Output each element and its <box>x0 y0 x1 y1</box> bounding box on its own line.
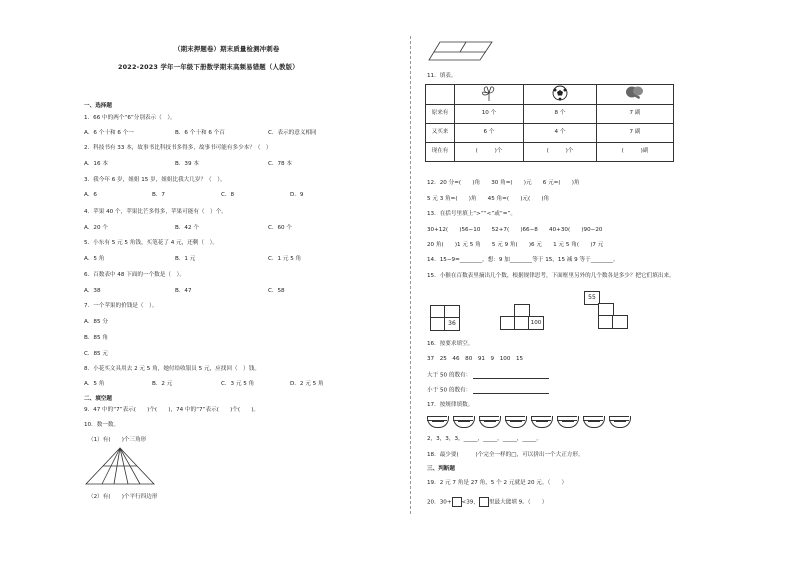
table-head-paddle <box>597 85 674 105</box>
q8: 8．小花买文具用去 2 元 5 角，她付给收银员 5 元，应找回（ ）钱。 <box>84 366 260 372</box>
table-row-label: 原来有 <box>426 104 455 123</box>
q17: 17．按规律填数。 <box>427 402 474 408</box>
q2-option-b: B．39 本 <box>175 161 199 167</box>
q3-option-c: C．8 <box>221 192 235 198</box>
table-cell: 10 个 <box>455 104 524 123</box>
q10: 10．数一数。 <box>84 422 120 428</box>
q2-option-c: C．78 本 <box>268 161 292 167</box>
q5: 5．小东有 5 元 5 角钱，买笔花了 4 元，还剩（ ）。 <box>84 240 218 246</box>
pinwheel-icon <box>479 85 499 101</box>
triangle-fan-figure <box>84 446 156 486</box>
parallelogram-figure <box>428 40 494 62</box>
answer-box[interactable] <box>452 497 462 507</box>
q8-option-c: C．3 元 5 角 <box>221 381 255 387</box>
ping-pong-paddle-icon <box>624 85 646 101</box>
section-judge: 三、判断题 <box>427 466 455 472</box>
bowl-icon <box>505 416 527 428</box>
q6-option-c: C．58 <box>268 288 285 294</box>
q5-option-b: B．1 元 <box>175 256 196 262</box>
q6-option-a: A．38 <box>84 288 101 294</box>
q11: 11．填表。 <box>427 73 457 79</box>
q7-option-a: A．85 分 <box>84 319 108 325</box>
answer-line[interactable] <box>473 371 549 379</box>
q5-option-a: A．5 角 <box>84 256 105 262</box>
answer-line[interactable] <box>473 386 549 394</box>
q12-line1: 12．20 分=( )角 30 角=( )元 6 元=( )角 <box>427 180 580 186</box>
q6-option-b: B．47 <box>175 288 192 294</box>
table-head-ball <box>524 85 597 105</box>
q4-option-b: B．42 个 <box>175 225 199 231</box>
q5-option-c: C．1 元 5 角 <box>268 256 302 262</box>
q19: 19．2 元 7 角是 27 角，5 个 2 元就是 20 元。（ ） <box>427 480 568 486</box>
q3-option-a: A．6 <box>84 192 97 198</box>
soccer-ball-icon <box>552 85 568 101</box>
q3-option-d: D．9 <box>290 192 304 198</box>
table-cell: 4 个 <box>524 123 597 142</box>
table-head-pinwheel <box>455 85 524 105</box>
section-choice: 一、选择题 <box>84 103 112 109</box>
table-cell-blank[interactable]: ( )个 <box>455 142 524 161</box>
q4-option-a: A．20 个 <box>84 225 108 231</box>
q2-option-a: A．16 本 <box>84 161 108 167</box>
q16-greater-label: 大于 50 的数有： <box>427 372 472 379</box>
table-corner <box>426 85 455 105</box>
table-cell: 6 个 <box>455 123 524 142</box>
table-cell-blank[interactable]: ( )副 <box>597 142 674 161</box>
bowl-icon <box>427 416 449 428</box>
table-cell: 7 副 <box>597 123 674 142</box>
exam-subtitle: 2022-2023 学年一年级下册数学期末高频易错题（人教版） <box>118 63 299 71</box>
q20-part3: 里最大能填 9。（ ） <box>488 499 548 506</box>
bowl-icon <box>479 416 501 428</box>
q2: 2．科技书有 33 本，故事书比科技书多得多，故事书可能有多少本？（ ） <box>84 145 272 151</box>
q16: 16．按要求填空。 <box>427 341 474 347</box>
q1: 1．66 中的两个“6”分别表示（ ）。 <box>84 115 176 121</box>
q16-less-label: 小于 50 的数有： <box>427 387 472 394</box>
q3-option-b: B．7 <box>152 192 165 198</box>
q4: 4．苹果 40 个，苹果比芒多得多，苹果可能有（ ）个。 <box>84 209 227 215</box>
section-fill: 二、填空题 <box>84 396 112 402</box>
q16-less <box>427 386 549 394</box>
column-divider <box>410 36 411 514</box>
q8-option-d: D．2 元 5 角 <box>290 381 324 387</box>
answer-box[interactable] <box>479 497 489 507</box>
exam-title: （期末押题卷）期末质量检测冲刺卷 <box>174 45 280 53</box>
bowl-icon <box>531 416 553 428</box>
table-row-label: 现在有 <box>426 142 455 161</box>
q16-greater <box>427 371 549 379</box>
q13: 13．在括号里填上“>”“<”或“=”。 <box>427 211 516 217</box>
grid-number-55: 55 <box>584 291 600 305</box>
bowl-icon <box>453 416 475 428</box>
grid-number-36: 36 <box>444 317 460 331</box>
q8-option-a: A．5 角 <box>84 381 105 387</box>
q13-line2: 20 角( )1 元 5 角 5 元 9 角( )6 元 1 元 5 角( )7 元 <box>427 242 604 248</box>
table-cell: 7 副 <box>597 104 674 123</box>
q4-option-c: C．60 个 <box>268 225 292 231</box>
q7-option-c: C．85 元 <box>84 351 108 357</box>
q10-part2: （2）有( )个平行四边形 <box>88 494 158 500</box>
q16-numbers: 37 25 46 80 91 9 100 15 <box>427 356 524 362</box>
bowl-icon <box>609 416 631 428</box>
q7: 7．一个苹果的价钱是（ ）。 <box>84 303 158 309</box>
table-row-label: 又买来 <box>426 123 455 142</box>
q9: 9．47 中的“7”表示( )个( )，74 中的“7”表示( )个( )。 <box>84 407 259 413</box>
q15: 15．小猴在百数表里摘出几个数，根据规律思考，下面框里另外的几个数各是多少？把它们填出来。 <box>427 273 675 279</box>
q10-part1: （1）有( )个三角形 <box>88 437 147 443</box>
q1-option-c: C．表示的意义相同 <box>268 130 317 136</box>
q13-line1: 30+12( )56−10 52+7( )66−8 40+30( )90−20 <box>427 227 603 233</box>
q14: 14．15−9=________，想：9 加________等于 15，15 减 9 等于________。 <box>427 257 619 263</box>
table-cell-blank[interactable]: ( )个 <box>524 142 597 161</box>
q17-sequence: 2，3，3，3，_____，_____，_____，_____。 <box>427 436 542 442</box>
q20-part2: <39， <box>461 499 479 506</box>
q8-option-b: B．2 元 <box>152 381 173 387</box>
q3: 3．我今年 6 岁，姐姐 15 岁，姐姐比我大几岁？（ ）。 <box>84 177 226 183</box>
table-cell: 8 个 <box>524 104 597 123</box>
q12-line2: 5 元 3 角=( )角 45 角=( )元( )角 <box>427 196 550 202</box>
bowl-icon <box>583 416 605 428</box>
q6: 6．百数表中 48 下面的一个数是（ ）。 <box>84 272 185 278</box>
q1-option-a: A．6 个十和 6 个一 <box>84 130 134 136</box>
grid-number-100: 100 <box>528 316 544 330</box>
q1-option-b: B．6 个十和 6 个百 <box>175 130 225 136</box>
q20-part1: 20．30+ <box>427 499 452 506</box>
fill-table <box>425 84 674 162</box>
q18: 18．最少要( )个完全一样的□，可以拼出一个大正方形。 <box>427 452 584 458</box>
q7-option-b: B．85 角 <box>84 335 108 341</box>
bowl-icon <box>557 416 579 428</box>
grid-cell <box>612 315 628 329</box>
q20 <box>427 497 547 507</box>
